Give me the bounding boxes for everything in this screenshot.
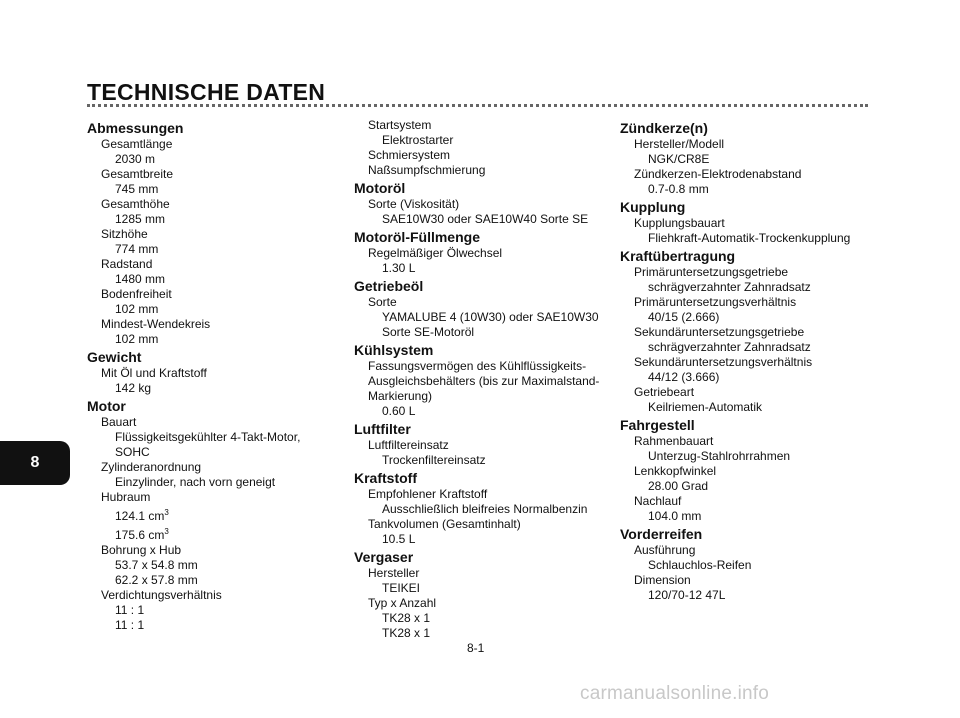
spec-value: 28.00 Grad [648, 479, 709, 493]
spec-label: Primäruntersetzungsverhältnis [634, 295, 797, 309]
chapter-tab [0, 441, 70, 485]
spec-label: Bodenfreiheit [101, 287, 172, 301]
spec-label: Typ x Anzahl [368, 596, 437, 610]
spec-value: Schlauchlos-Reifen [648, 558, 752, 572]
spec-value: Sorte SE-Motoröl [382, 325, 475, 339]
spec-label: Fassungsvermögen des Kühlflüssigkeits- [368, 359, 587, 373]
spec-value: 1.30 L [382, 261, 416, 275]
spec-label: Zylinderanordnung [101, 460, 202, 474]
spec-value: 102 mm [115, 332, 159, 346]
spec-value: 44/12 (3.666) [648, 370, 720, 384]
spec-label: Ausführung [634, 543, 696, 557]
spec-label: Radstand [101, 257, 153, 271]
spec-label: Sekundäruntersetzungsverhältnis [634, 355, 813, 369]
page-number: 8-1 [467, 641, 485, 655]
spec-label: Verdichtungsverhältnis [101, 588, 222, 602]
spec-label: Schmiersystem [368, 148, 451, 162]
spec-label: Gesamthöhe [101, 197, 170, 211]
spec-label: Gesamtbreite [101, 167, 174, 181]
spec-value: 745 mm [115, 182, 159, 196]
spec-value: Keilriemen-Automatik [648, 400, 763, 414]
spec-label: Bauart [101, 415, 137, 429]
spec-label: Mindest-Wendekreis [101, 317, 211, 331]
spec-value: Fliehkraft-Automatik-Trockenkupplung [648, 231, 851, 245]
spec-value: 142 kg [115, 381, 152, 395]
spec-value: Einzylinder, nach vorn geneigt [115, 475, 276, 489]
spec-value: 120/70-12 47L [648, 588, 726, 602]
spec-value: 102 mm [115, 302, 159, 316]
section-heading-abmessungen: Abmessungen [87, 120, 184, 136]
spec-label: Dimension [634, 573, 691, 587]
spec-label: Ausgleichsbehälters (bis zur Maximalstand- [368, 374, 600, 388]
superscript: 3 [164, 508, 169, 517]
section-heading-kuehlsystem: Kühlsystem [354, 342, 434, 358]
section-heading-fahrgestell: Fahrgestell [620, 417, 695, 433]
spec-label: Regelmäßiger Ölwechsel [368, 246, 503, 260]
section-heading-getriebeoel: Getriebeöl [354, 278, 424, 294]
spec-label: Empfohlener Kraftstoff [368, 487, 488, 501]
watermark: carmanualsonline.info [580, 683, 770, 704]
spec-label: Hersteller/Modell [634, 137, 725, 151]
page-title: TECHNISCHE DATEN [87, 79, 326, 105]
spec-value: Elektrostarter [382, 133, 454, 147]
title-divider [87, 104, 868, 107]
spec-value: TK28 x 1 [382, 626, 431, 640]
spec-label: Gesamtlänge [101, 137, 173, 151]
spec-label: Hersteller [368, 566, 420, 580]
spec-label: Luftfiltereinsatz [368, 438, 449, 452]
spec-value: 2030 m [115, 152, 156, 166]
spec-value: 11 : 1 [115, 618, 145, 632]
spec-value: 104.0 mm [648, 509, 702, 523]
spec-label: Sitzhöhe [101, 227, 148, 241]
spec-value-text: 175.6 cm [115, 528, 165, 542]
spec-value: Unterzug-Stahlrohrrahmen [648, 449, 791, 463]
spec-value: YAMALUBE 4 (10W30) oder SAE10W30 [382, 310, 599, 324]
section-heading-vergaser: Vergaser [354, 549, 414, 565]
spec-value: Naßsumpfschmierung [368, 163, 486, 177]
spec-value-text: 124.1 cm [115, 509, 165, 523]
superscript: 3 [164, 527, 169, 536]
spec-label: Lenkkopfwinkel [634, 464, 717, 478]
spec-value: schrägverzahnter Zahnradsatz [648, 280, 811, 294]
spec-value: Trockenfiltereinsatz [382, 453, 486, 467]
spec-label: Nachlauf [634, 494, 682, 508]
spec-value: SOHC [115, 445, 150, 459]
spec-label: Markierung) [368, 389, 433, 403]
spec-value: TEIKEI [382, 581, 421, 595]
spec-value: SAE10W30 oder SAE10W40 Sorte SE [382, 212, 589, 226]
column-middle [354, 118, 604, 641]
spec-label: Getriebeart [634, 385, 695, 399]
spec-label: Zündkerzen-Elektrodenabstand [634, 167, 802, 181]
spec-label: Sekundäruntersetzungsgetriebe [634, 325, 805, 339]
spec-value: 1480 mm [115, 272, 166, 286]
spec-value: 0.7-0.8 mm [648, 182, 709, 196]
spec-label: Bohrung x Hub [101, 543, 182, 557]
spec-value: 11 : 1 [115, 603, 145, 617]
column-right [620, 118, 870, 603]
section-heading-motor: Motor [87, 398, 126, 414]
section-heading-kraftuebertragung: Kraftübertragung [620, 248, 736, 264]
section-heading-vorderreifen: Vorderreifen [620, 526, 703, 542]
spec-value: TK28 x 1 [382, 611, 431, 625]
spec-label: Rahmenbauart [634, 434, 714, 448]
spec-value: Flüssigkeitsgekühlter 4-Takt-Motor, [115, 430, 301, 444]
spec-label: Kupplungsbauart [634, 216, 725, 230]
spec-value [87, 524, 312, 543]
spec-value [87, 505, 312, 524]
spec-label: Tankvolumen (Gesamtinhalt) [368, 517, 521, 531]
spec-value: 10.5 L [382, 532, 416, 546]
spec-value: NGK/CR8E [648, 152, 710, 166]
spec-value: 774 mm [115, 242, 159, 256]
spec-label: Sorte [368, 295, 397, 309]
section-heading-motoroel: Motoröl [354, 180, 406, 196]
spec-label: Primäruntersetzungsgetriebe [634, 265, 789, 279]
section-heading-zuendkerze: Zündkerze(n) [620, 120, 708, 136]
section-heading-luftfilter: Luftfilter [354, 421, 411, 437]
spec-label: Hubraum [101, 490, 151, 504]
spec-value: 53.7 x 54.8 mm [115, 558, 198, 572]
spec-label: Sorte (Viskosität) [368, 197, 460, 211]
section-heading-kraftstoff: Kraftstoff [354, 470, 417, 486]
spec-value: Ausschließlich bleifreies Normalbenzin [382, 502, 588, 516]
spec-value: 1285 mm [115, 212, 166, 226]
spec-value: 62.2 x 57.8 mm [115, 573, 198, 587]
section-heading-motoroel-fuellmenge: Motoröl-Füllmenge [354, 229, 480, 245]
spec-label: Startsystem [368, 118, 432, 132]
chapter-number: 8 [30, 454, 40, 471]
column-left [87, 118, 312, 633]
spec-label: Mit Öl und Kraftstoff [101, 366, 207, 380]
section-heading-gewicht: Gewicht [87, 349, 142, 365]
section-heading-kupplung: Kupplung [620, 199, 686, 215]
spec-value: 40/15 (2.666) [648, 310, 720, 324]
spec-value: schrägverzahnter Zahnradsatz [648, 340, 811, 354]
spec-value: 0.60 L [382, 404, 416, 418]
